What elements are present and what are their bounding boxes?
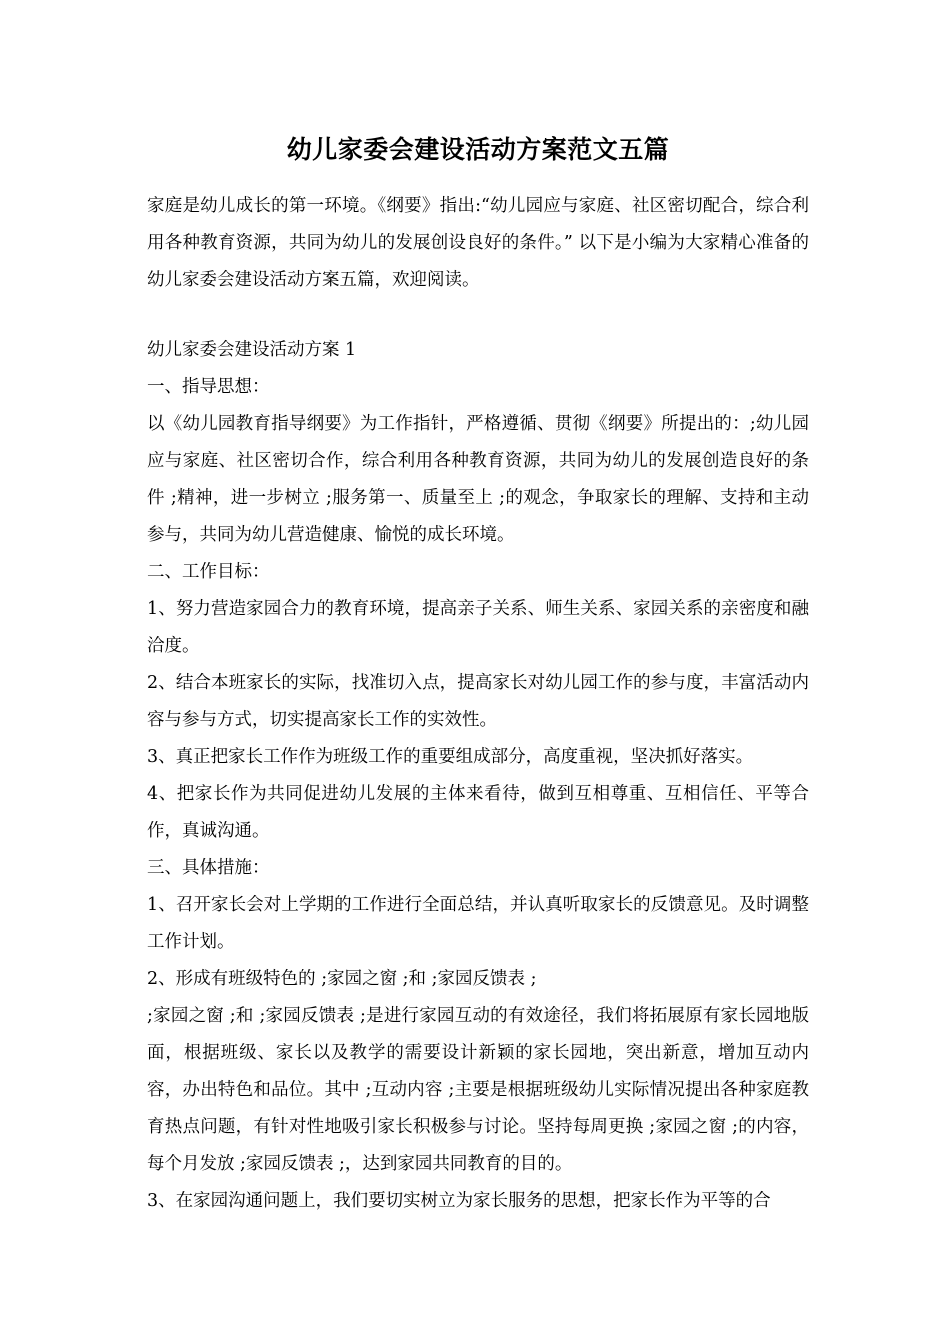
heading-guiding-principle: 一、指导思想： — [147, 377, 270, 397]
document-body — [147, 130, 809, 1220]
document-title: 幼儿家委会建设活动方案范文五篇 — [286, 135, 670, 164]
heading-measures: 三、具体措施： — [147, 858, 270, 878]
goal-item-1: 1、努力营造家园合力的教育环境，提高亲子关系、师生关系、家园关系的亲密度和融洽度。 — [147, 599, 809, 656]
measure-item-1: 1、召开家长会对上学期的工作进行全面总结，并认真听取家长的反馈意见。及时调整工作计划。 — [147, 895, 809, 952]
section-heading: 幼儿家委会建设活动方案 1 — [147, 340, 357, 360]
goal-item-2: 2、结合本班家长的实际，找准切入点，提高家长对幼儿园工作的参与度，丰富活动内容与参与方式，切实提高家长工作的实效性。 — [147, 673, 809, 730]
intro-paragraph: 家庭是幼儿成长的第一环境。《纲要》指出:“幼儿园应与家庭、社区密切配合，综合利用各种教育资源，共同为幼儿的发展创设良好的条件。” 以下是小编为大家精心准备的幼儿家委会建设活动方案五篇，欢迎阅读。 — [147, 196, 809, 290]
measure-item-3: 3、在家园沟通问题上，我们要切实树立为家长服务的思想，把家长作为平等的合 — [147, 1191, 771, 1211]
goal-item-4: 4、把家长作为共同促进幼儿发展的主体来看待，做到互相尊重、互相信任、平等合作，真诚沟通。 — [147, 784, 809, 841]
paragraph-guiding-principle: 以《幼儿园教育指导纲要》为工作指针，严格遵循、贯彻《纲要》所提出的：;幼儿园应与家庭、社区密切合作，综合利用各种教育资源，共同为幼儿的发展创造良好的条件 ;精神，进一步树立 ;服务第一、质量至上 ;的观念，争取家长的理解、支持和主动参与，共同为幼儿营造健康、愉悦的成长环境。 — [147, 414, 809, 545]
heading-work-goals: 二、工作目标： — [147, 562, 270, 582]
measure-item-2-detail: ;家园之窗 ;和 ;家园反馈表 ;是进行家园互动的有效途径，我们将拓展原有家长园地版面，根据班级、家长以及教学的需要设计新颖的家长园地，突出新意，增加互动内容，办出特色和品位。其中 ;互动内容 ;主要是根据班级幼儿实际情况提出各种家庭教育热点问题，有针对性地吸引家长积极参与讨论。坚持每周更换 ;家园之窗 ;的内容，每个月发放 ;家园反馈表 ;，达到家园共同教育的目的。 — [147, 1006, 809, 1174]
measure-item-2: 2、形成有班级特色的 ;家园之窗 ;和 ;家园反馈表 ; — [147, 969, 537, 989]
goal-item-3: 3、真正把家长工作作为班级工作的重要组成部分，高度重视，坚决抓好落实。 — [147, 747, 754, 767]
